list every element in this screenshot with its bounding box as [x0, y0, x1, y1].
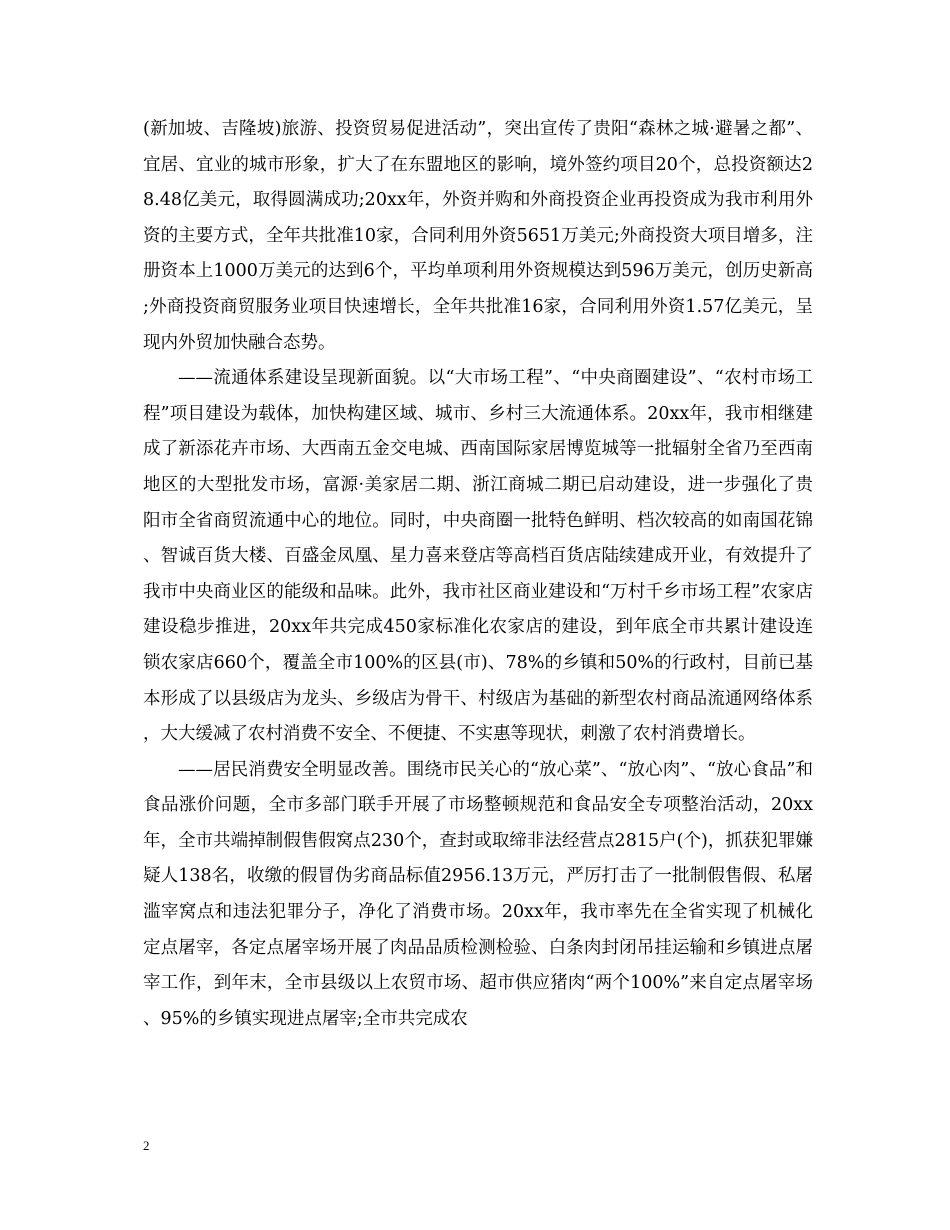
paragraph-consumer-safety: ——居民消费安全明显改善。围绕市民关心的“放心菜”、“放心肉”、“放心食品”和食品涨价问题，全市多部门联手开展了市场整顿规范和食品安全专项整治活动，20xx年，全市共端掉制假售假窝点230个，查封或取缔非法经营点2815户(个)，抓获犯罪嫌疑人138名，收缴的假冒伪劣商品标值2956.13万元，严厉打击了一批制假售假、私屠滥宰窝点和违法犯罪分子，净化了消费市场。20xx年，我市率先在全省实现了机械化定点屠宰，各定点屠宰场开展了肉品品质检测检验、白条肉封闭吊挂运输和乡镇进点屠宰工作，到年末，全市县级以上农贸市场、超市供应猪肉“两个100%”来自定点屠宰场、95%的乡镇实现进点屠宰;全市共完成农 — [143, 759, 813, 1029]
paragraph-foreign-investment: (新加坡、吉隆坡)旅游、投资贸易促进活动”，突出宣传了贵阳“森林之城·避暑之都”、宜居、宜业的城市形象，扩大了在东盟地区的影响，境外签约项目20个，总投资额达28.48亿美元，取得圆满成功;20xx年，外资并购和外商投资企业再投资成为我市利用外资的主要方式，全年共批准10家，合同利用外资5651万美元;外商投资大项目增多，注册资本上1000万美元的达到6个，平均单项利用外资规模达到596万美元，创历史新高;外商投资商贸服务业项目快速增长，全年共批准16家，合同利用外资1.57亿美元，呈现内外贸加快融合态势。 — [143, 119, 813, 353]
paragraph-circulation-system: ——流通体系建设呈现新面貌。以“大市场工程”、“中央商圈建设”、“农村市场工程”项目建设为载体，加快构建区域、城市、乡村三大流通体系。20xx年，我市相继建成了新添花卉市场、大西南五金交电城、西南国际家居博览城等一批辐射全省乃至西南地区的大型批发市场，富源·美家居二期、浙江商城二期已启动建设，进一步强化了贵阳市全省商贸流通中心的地位。同时，中央商圈一批特色鲜明、档次较高的如南国花锦、智诚百货大楼、百盛金凤凰、星力喜来登店等高档百货店陆续建成开业，有效提升了我市中央商业区的能级和品味。此外，我市社区商业建设和“万村千乡市场工程”农家店建设稳步推进，20xx年共完成450家标准化农家店的建设，到年底全市共累计建设连锁农家店660个，覆盖全市100%的区县(市)、78%的乡镇和50%的行政村，目前已基本形成了以县级店为龙头、乡级店为骨干、村级店为基础的新型农村商品流通网络体系，大大缓减了农村消费不安全、不便捷、不实惠等现状，刺激了农村消费增长。 — [143, 368, 813, 745]
page-number: 2 — [143, 1138, 150, 1153]
document-body — [143, 112, 813, 1037]
